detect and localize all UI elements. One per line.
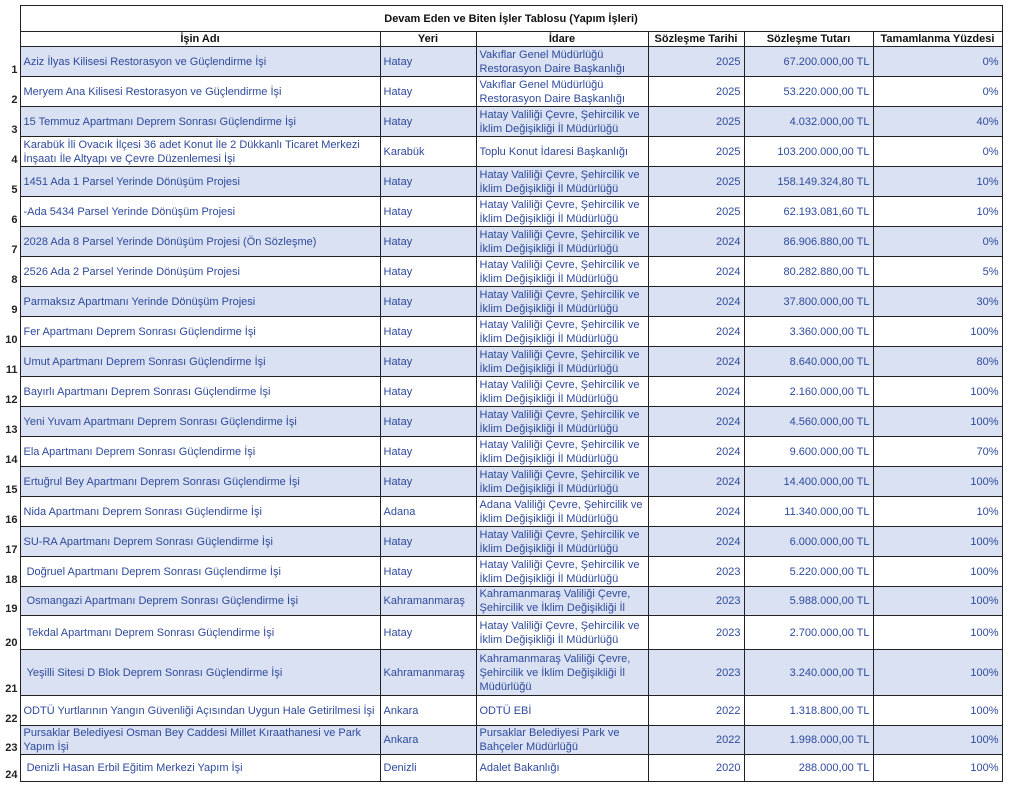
cell-work-name[interactable]: Denizli Hasan Erbil Eğitim Merkezi Yapım İşi (20, 755, 380, 782)
cell-work-name[interactable]: Ertuğrul Bey Apartmanı Deprem Sonrası Güçlendirme İşi (20, 467, 380, 497)
cell-work-name[interactable]: ODTÜ Yurtlarının Yangın Güvenliği Açısından Uygun Hale Getirilmesi İşi (20, 696, 380, 726)
table-row (0, 407, 1002, 437)
row-number: 6 (11, 213, 18, 226)
cell-location[interactable]: Hatay (380, 287, 476, 317)
cell-administration[interactable]: Hatay Valiliği Çevre, Şehircilik ve İklim Değişikliği İl Müdürlüğü (476, 317, 648, 347)
header-contract-amount[interactable]: Sözleşme Tutarı (744, 32, 873, 47)
cell-work-name[interactable]: Bayırlı Apartmanı Deprem Sonrası Güçlendirme İşi (20, 377, 380, 407)
cell-work-name[interactable]: Osmangazi Apartmanı Deprem Sonrası Güçlendirme İşi (20, 587, 380, 616)
row-number: 14 (5, 453, 18, 466)
cell-location[interactable]: Hatay (380, 407, 476, 437)
cell-contract-amount[interactable]: 67.200.000,00 TL (744, 47, 873, 77)
cell-contract-amount[interactable]: 2.160.000,00 TL (744, 377, 873, 407)
cell-location[interactable]: Hatay (380, 377, 476, 407)
title-row (0, 6, 1002, 32)
row-number: 9 (11, 303, 18, 316)
cell-contract-amount[interactable]: 53.220.000,00 TL (744, 77, 873, 107)
cell-completion-percent[interactable]: 100% (873, 377, 1002, 407)
cell-work-name[interactable]: Nida Apartmanı Deprem Sonrası Güçlendirme İşi (20, 497, 380, 527)
cell-contract-date[interactable]: 2024 (648, 317, 744, 347)
cell-work-name[interactable]: Karabük İli Ovacık İlçesi 36 adet Konut İle 2 Dükkanlı Ticaret Merkezi İnşaatı İle Altyapı ve Çevre Düzenlemesi İşi (20, 137, 380, 167)
cell-administration[interactable]: Hatay Valiliği Çevre, Şehircilik ve İklim Değişikliği İl Müdürlüğü (476, 347, 648, 377)
cell-contract-date[interactable]: 2023 (648, 616, 744, 650)
cell-administration[interactable]: Vakıflar Genel Müdürlüğü Restorasyon Daire Başkanlığı (476, 47, 648, 77)
cell-administration[interactable]: Hatay Valiliği Çevre, Şehircilik ve İklim Değişikliği İl Müdürlüğü (476, 377, 648, 407)
header-location[interactable]: Yeri (380, 32, 476, 47)
table-row (0, 437, 1002, 467)
cell-contract-amount[interactable]: 3.360.000,00 TL (744, 317, 873, 347)
table-row (0, 696, 1002, 726)
row-number: 13 (5, 423, 18, 436)
cell-contract-amount[interactable]: 9.600.000,00 TL (744, 437, 873, 467)
cell-contract-date[interactable]: 2024 (648, 527, 744, 557)
table-row (0, 197, 1002, 227)
row-number: 24 (5, 768, 18, 781)
cell-location[interactable]: Hatay (380, 527, 476, 557)
cell-contract-date[interactable]: 2024 (648, 377, 744, 407)
cell-contract-date[interactable]: 2025 (648, 107, 744, 137)
cell-work-name[interactable]: -Ada 5434 Parsel Yerinde Dönüşüm Projesi (20, 197, 380, 227)
cell-contract-date[interactable]: 2023 (648, 650, 744, 696)
row-number: 21 (5, 682, 18, 695)
row-number: 17 (5, 543, 18, 556)
cell-work-name[interactable]: 15 Temmuz Apartmanı Deprem Sonrası Güçlendirme İşi (20, 107, 380, 137)
cell-contract-date[interactable]: 2022 (648, 696, 744, 726)
cell-location[interactable]: Hatay (380, 107, 476, 137)
row-number: 16 (5, 513, 18, 526)
cell-administration[interactable]: Vakıflar Genel Müdürlüğü Restorasyon Daire Başkanlığı (476, 77, 648, 107)
cell-contract-date[interactable]: 2025 (648, 137, 744, 167)
cell-administration[interactable]: Hatay Valiliği Çevre, Şehircilik ve İklim Değişikliği İl Müdürlüğü (476, 616, 648, 650)
cell-work-name[interactable]: Doğruel Apartmanı Deprem Sonrası Güçlendirme İşi (20, 557, 380, 587)
row-number: 15 (5, 483, 18, 496)
table-row (0, 167, 1002, 197)
row-number: 19 (5, 602, 18, 615)
cell-contract-date[interactable]: 2024 (648, 257, 744, 287)
table-row (0, 616, 1002, 650)
cell-administration[interactable]: Adalet Bakanlığı (476, 755, 648, 782)
cell-contract-amount[interactable]: 4.032.000,00 TL (744, 107, 873, 137)
row-number: 10 (5, 333, 18, 346)
cell-contract-date[interactable]: 2024 (648, 227, 744, 257)
cell-completion-percent[interactable]: 100% (873, 755, 1002, 782)
cell-administration[interactable]: Toplu Konut İdaresi Başkanlığı (476, 137, 648, 167)
table-row (0, 755, 1002, 782)
header-work-name[interactable]: İşin Adı (20, 32, 380, 47)
cell-contract-amount[interactable]: 86.906.880,00 TL (744, 227, 873, 257)
cell-contract-amount[interactable]: 8.640.000,00 TL (744, 347, 873, 377)
table-row (0, 77, 1002, 107)
cell-completion-percent[interactable]: 0% (873, 77, 1002, 107)
cell-contract-date[interactable]: 2024 (648, 287, 744, 317)
cell-completion-percent[interactable]: 0% (873, 227, 1002, 257)
table-row (0, 107, 1002, 137)
cell-completion-percent[interactable]: 80% (873, 347, 1002, 377)
row-number: 8 (11, 273, 18, 286)
table-row (0, 587, 1002, 616)
cell-completion-percent[interactable]: 100% (873, 557, 1002, 587)
cell-contract-amount[interactable]: 11.340.000,00 TL (744, 497, 873, 527)
cell-location[interactable]: Hatay (380, 257, 476, 287)
table-body (0, 47, 1002, 782)
cell-contract-date[interactable]: 2025 (648, 167, 744, 197)
cell-administration[interactable]: Hatay Valiliği Çevre, Şehircilik ve İklim Değişikliği İl Müdürlüğü (476, 197, 648, 227)
table-row (0, 47, 1002, 77)
cell-work-name[interactable]: Aziz İlyas Kilisesi Restorasyon ve Güçlendirme İşi (20, 47, 380, 77)
cell-location[interactable]: Hatay (380, 167, 476, 197)
cell-contract-amount[interactable]: 80.282.880,00 TL (744, 257, 873, 287)
cell-completion-percent[interactable]: 10% (873, 197, 1002, 227)
cell-work-name[interactable]: SU-RA Apartmanı Deprem Sonrası Güçlendirme İşi (20, 527, 380, 557)
cell-contract-date[interactable]: 2022 (648, 726, 744, 755)
cell-contract-amount[interactable]: 5.988.000,00 TL (744, 587, 873, 616)
row-number: 3 (11, 123, 18, 136)
cell-contract-date[interactable]: 2024 (648, 407, 744, 437)
header-completion-percent[interactable]: Tamamlanma Yüzdesi (873, 32, 1002, 47)
row-number: 1 (11, 63, 18, 76)
cell-location[interactable]: Adana (380, 497, 476, 527)
cell-administration[interactable]: Hatay Valiliği Çevre, Şehircilik ve İklim Değişikliği İl Müdürlüğü (476, 557, 648, 587)
table-row (0, 467, 1002, 497)
table-row (0, 557, 1002, 587)
cell-location[interactable]: Kahramanmaraş (380, 650, 476, 696)
cell-location[interactable]: Hatay (380, 437, 476, 467)
cell-contract-date[interactable]: 2025 (648, 197, 744, 227)
cell-contract-amount[interactable]: 103.200.000,00 TL (744, 137, 873, 167)
cell-contract-amount[interactable]: 62.193.081,60 TL (744, 197, 873, 227)
cell-contract-amount[interactable]: 288.000,00 TL (744, 755, 873, 782)
row-number: 12 (5, 393, 18, 406)
table-row (0, 227, 1002, 257)
table-row (0, 317, 1002, 347)
cell-administration[interactable]: ODTÜ EBİ (476, 696, 648, 726)
cell-contract-date[interactable]: 2025 (648, 47, 744, 77)
cell-administration[interactable]: Hatay Valiliği Çevre, Şehircilik ve İklim Değişikliği İl Müdürlüğü (476, 227, 648, 257)
cell-contract-amount[interactable]: 37.800.000,00 TL (744, 287, 873, 317)
cell-contract-amount[interactable]: 14.400.000,00 TL (744, 467, 873, 497)
cell-contract-date[interactable]: 2024 (648, 437, 744, 467)
cell-administration[interactable]: Hatay Valiliği Çevre, Şehircilik ve İklim Değişikliği İl Müdürlüğü (476, 527, 648, 557)
cell-administration[interactable]: Hatay Valiliği Çevre, Şehircilik ve İklim Değişikliği İl Müdürlüğü (476, 107, 648, 137)
table-row (0, 497, 1002, 527)
cell-work-name[interactable]: 1451 Ada 1 Parsel Yerinde Dönüşüm Projesi (20, 167, 380, 197)
cell-contract-amount[interactable]: 3.240.000,00 TL (744, 650, 873, 696)
cell-work-name[interactable]: Umut Apartmanı Deprem Sonrası Güçlendirme İşi (20, 347, 380, 377)
cell-location[interactable]: Denizli (380, 755, 476, 782)
row-number: 20 (5, 636, 18, 649)
cell-completion-percent[interactable]: 100% (873, 467, 1002, 497)
cell-location[interactable]: Hatay (380, 317, 476, 347)
cell-contract-amount[interactable]: 158.149.324,80 TL (744, 167, 873, 197)
cell-contract-amount[interactable]: 1.998.000,00 TL (744, 726, 873, 755)
header-administration[interactable]: İdare (476, 32, 648, 47)
cell-work-name[interactable]: Pursaklar Belediyesi Osman Bey Caddesi Millet Kıraathanesi ve Park Yapım İşi (20, 726, 380, 755)
cell-work-name[interactable]: 2028 Ada 8 Parsel Yerinde Dönüşüm Projesi (Ön Sözleşme) (20, 227, 380, 257)
projects-table (0, 5, 1003, 782)
row-number: 22 (5, 712, 18, 725)
cell-work-name[interactable]: Fer Apartmanı Deprem Sonrası Güçlendirme İşi (20, 317, 380, 347)
table-row (0, 257, 1002, 287)
cell-location[interactable]: Karabük (380, 137, 476, 167)
cell-contract-date[interactable]: 2024 (648, 467, 744, 497)
cell-work-name[interactable]: Meryem Ana Kilisesi Restorasyon ve Güçlendirme İşi (20, 77, 380, 107)
table-row (0, 726, 1002, 755)
cell-completion-percent[interactable]: 100% (873, 587, 1002, 616)
cell-administration[interactable]: Hatay Valiliği Çevre, Şehircilik ve İklim Değişikliği İl Müdürlüğü (476, 287, 648, 317)
cell-work-name[interactable]: Yeşilli Sitesi D Blok Deprem Sonrası Güçlendirme İşi (20, 650, 380, 696)
cell-completion-percent[interactable]: 100% (873, 527, 1002, 557)
cell-completion-percent[interactable]: 40% (873, 107, 1002, 137)
cell-completion-percent[interactable]: 100% (873, 696, 1002, 726)
cell-location[interactable]: Hatay (380, 77, 476, 107)
cell-location[interactable]: Hatay (380, 347, 476, 377)
cell-work-name[interactable]: Yeni Yuvam Apartmanı Deprem Sonrası Güçlendirme İşi (20, 407, 380, 437)
cell-contract-date[interactable]: 2024 (648, 347, 744, 377)
cell-completion-percent[interactable]: 0% (873, 47, 1002, 77)
cell-work-name[interactable]: Parmaksız Apartmanı Yerinde Dönüşüm Projesi (20, 287, 380, 317)
row-number: 7 (11, 243, 18, 256)
table-row (0, 527, 1002, 557)
cell-contract-date[interactable]: 2023 (648, 587, 744, 616)
cell-administration[interactable]: Kahramanmaraş Valiliği Çevre, Şehircilik ve İklim Değişikliği İl (476, 587, 648, 616)
cell-administration[interactable]: Hatay Valiliği Çevre, Şehircilik ve İklim Değişikliği İl Müdürlüğü (476, 467, 648, 497)
cell-location[interactable]: Hatay (380, 47, 476, 77)
spreadsheet-view (0, 5, 1003, 782)
cell-location[interactable]: Ankara (380, 726, 476, 755)
table-row (0, 347, 1002, 377)
table-row (0, 137, 1002, 167)
cell-completion-percent[interactable]: 100% (873, 726, 1002, 755)
cell-location[interactable]: Hatay (380, 197, 476, 227)
cell-work-name[interactable]: Ela Apartmanı Deprem Sonrası Güçlendirme İşi (20, 437, 380, 467)
row-number: 2 (11, 93, 18, 106)
cell-contract-amount[interactable]: 1.318.800,00 TL (744, 696, 873, 726)
cell-location[interactable]: Hatay (380, 557, 476, 587)
cell-administration[interactable]: Adana Valiliği Çevre, Şehircilik ve İklim Değişikliği İl Müdürlüğü (476, 497, 648, 527)
row-number: 11 (5, 363, 18, 376)
cell-completion-percent[interactable]: 100% (873, 616, 1002, 650)
cell-administration[interactable]: Hatay Valiliği Çevre, Şehircilik ve İklim Değişikliği İl Müdürlüğü (476, 407, 648, 437)
cell-location[interactable]: Hatay (380, 227, 476, 257)
cell-administration[interactable]: Kahramanmaraş Valiliği Çevre, Şehircilik ve İklim Değişikliği İl Müdürlüğü (476, 650, 648, 696)
cell-completion-percent[interactable]: 10% (873, 497, 1002, 527)
cell-work-name[interactable]: 2526 Ada 2 Parsel Yerinde Dönüşüm Projesi (20, 257, 380, 287)
cell-completion-percent[interactable]: 5% (873, 257, 1002, 287)
row-number: 23 (5, 741, 18, 754)
cell-completion-percent[interactable]: 10% (873, 167, 1002, 197)
cell-administration[interactable]: Pursaklar Belediyesi Park ve Bahçeler Müdürlüğü (476, 726, 648, 755)
cell-location[interactable]: Ankara (380, 696, 476, 726)
cell-completion-percent[interactable]: 100% (873, 650, 1002, 696)
cell-administration[interactable]: Hatay Valiliği Çevre, Şehircilik ve İklim Değişikliği İl Müdürlüğü (476, 167, 648, 197)
cell-location[interactable]: Kahramanmaraş (380, 587, 476, 616)
cell-contract-amount[interactable]: 4.560.000,00 TL (744, 407, 873, 437)
cell-contract-amount[interactable]: 2.700.000,00 TL (744, 616, 873, 650)
row-number: 5 (11, 183, 18, 196)
cell-location[interactable]: Hatay (380, 467, 476, 497)
cell-completion-percent[interactable]: 100% (873, 407, 1002, 437)
cell-administration[interactable]: Hatay Valiliği Çevre, Şehircilik ve İklim Değişikliği İl Müdürlüğü (476, 437, 648, 467)
cell-contract-date[interactable]: 2024 (648, 497, 744, 527)
table-title: Devam Eden ve Biten İşler Tablosu (Yapım İşleri) (20, 6, 1002, 32)
header-contract-date[interactable]: Sözleşme Tarihi (648, 32, 744, 47)
cell-contract-amount[interactable]: 6.000.000,00 TL (744, 527, 873, 557)
table-row (0, 287, 1002, 317)
table-row (0, 650, 1002, 696)
cell-completion-percent[interactable]: 100% (873, 317, 1002, 347)
cell-completion-percent[interactable]: 30% (873, 287, 1002, 317)
cell-location[interactable]: Hatay (380, 616, 476, 650)
header-row (0, 32, 1002, 47)
cell-completion-percent[interactable]: 0% (873, 137, 1002, 167)
cell-contract-date[interactable]: 2025 (648, 77, 744, 107)
cell-contract-amount[interactable]: 5.220.000,00 TL (744, 557, 873, 587)
cell-administration[interactable]: Hatay Valiliği Çevre, Şehircilik ve İklim Değişikliği İl Müdürlüğü (476, 257, 648, 287)
table-row (0, 377, 1002, 407)
cell-contract-date[interactable]: 2023 (648, 557, 744, 587)
cell-contract-date[interactable]: 2020 (648, 755, 744, 782)
cell-work-name[interactable]: Tekdal Apartmanı Deprem Sonrası Güçlendirme İşi (20, 616, 380, 650)
row-number: 18 (5, 573, 18, 586)
row-number: 4 (11, 153, 18, 166)
cell-completion-percent[interactable]: 70% (873, 437, 1002, 467)
